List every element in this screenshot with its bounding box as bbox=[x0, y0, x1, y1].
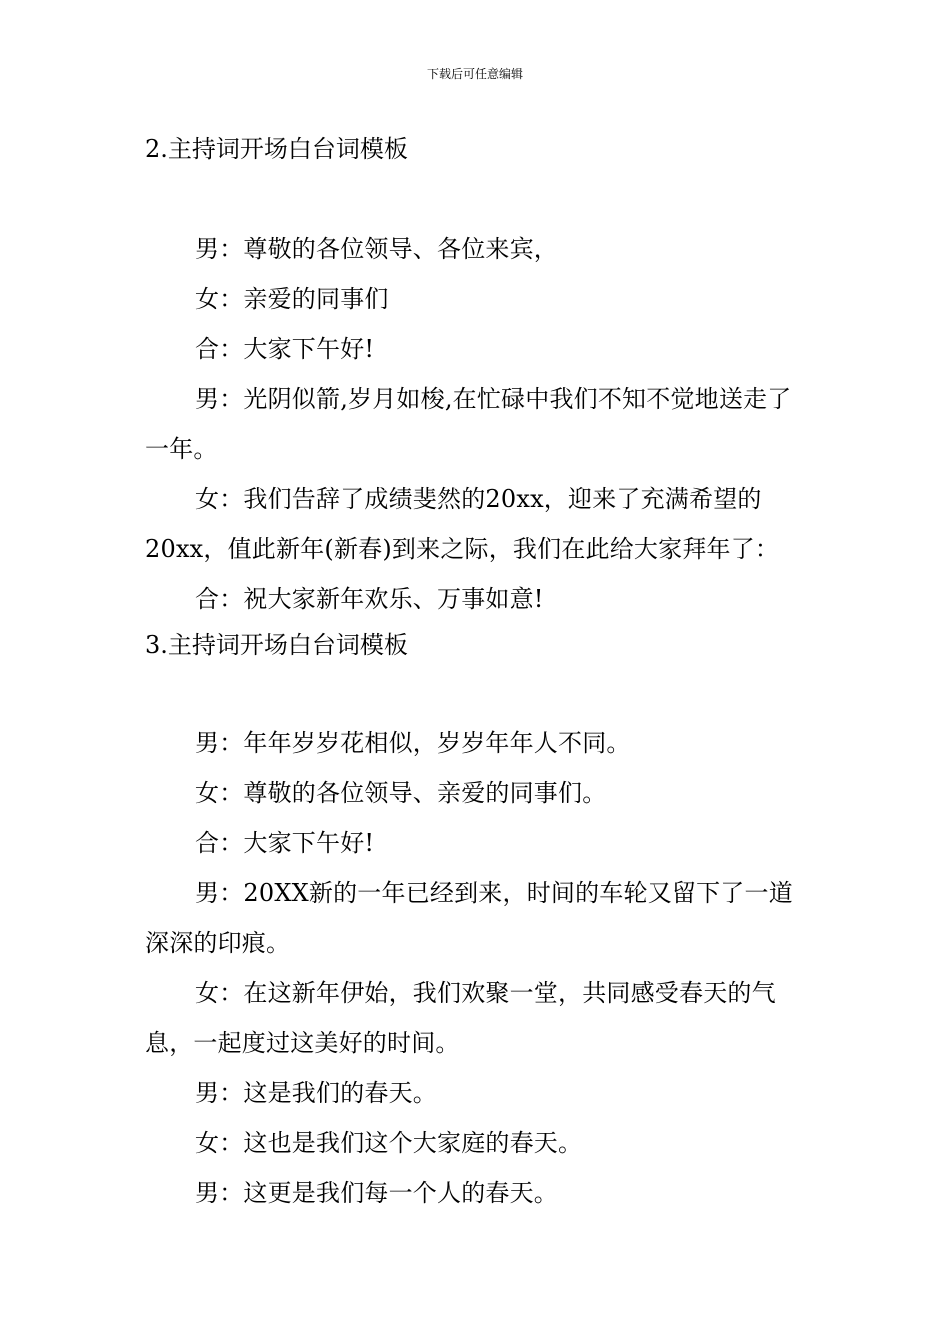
section-heading: 3.主持词开场白台词模板 bbox=[145, 631, 408, 659]
dialogue-line: 男：尊敬的各位领导、各位来宾， bbox=[195, 235, 558, 263]
page-header: 下载后可任意编辑 bbox=[426, 67, 523, 81]
dialogue-line: 女：尊敬的各位领导、亲爱的同事们。 bbox=[195, 779, 607, 807]
dialogue-line: 女：这也是我们这个大家庭的春天。 bbox=[195, 1129, 583, 1157]
document-body bbox=[145, 128, 810, 1218]
dialogue-line: 合：大家下午好! bbox=[195, 829, 375, 857]
section-2 bbox=[145, 128, 810, 624]
dialogue-line: 合：祝大家新年欢乐、万事如意! bbox=[195, 585, 544, 613]
dialogue-line: 男：这更是我们每一个人的春天。 bbox=[195, 1179, 558, 1207]
section-3 bbox=[145, 624, 810, 1218]
dialogue-line: 合：大家下午好! bbox=[195, 335, 375, 363]
dialogue-line: 男：年年岁岁花相似，岁岁年年人不同。 bbox=[195, 729, 631, 757]
dialogue-line: 男：光阴似箭,岁月如梭,在忙碌中我们不知不觉地送走了一年。 bbox=[145, 385, 792, 463]
dialogue-line: 男：20XX新的一年已经到来，时间的车轮又留下了一道深深的印痕。 bbox=[145, 879, 793, 957]
dialogue-line: 女：我们告辞了成绩斐然的20xx，迎来了充满希望的20xx，值此新年(新春)到来之际，我们在此给大家拜年了： bbox=[145, 485, 780, 563]
dialogue-line: 女：亲爱的同事们 bbox=[195, 285, 389, 313]
section-heading: 2.主持词开场白台词模板 bbox=[145, 135, 408, 163]
dialogue-line: 女：在这新年伊始，我们欢聚一堂，共同感受春天的气息，一起度过这美好的时间。 bbox=[145, 979, 776, 1057]
dialogue-line: 男：这是我们的春天。 bbox=[195, 1079, 437, 1107]
